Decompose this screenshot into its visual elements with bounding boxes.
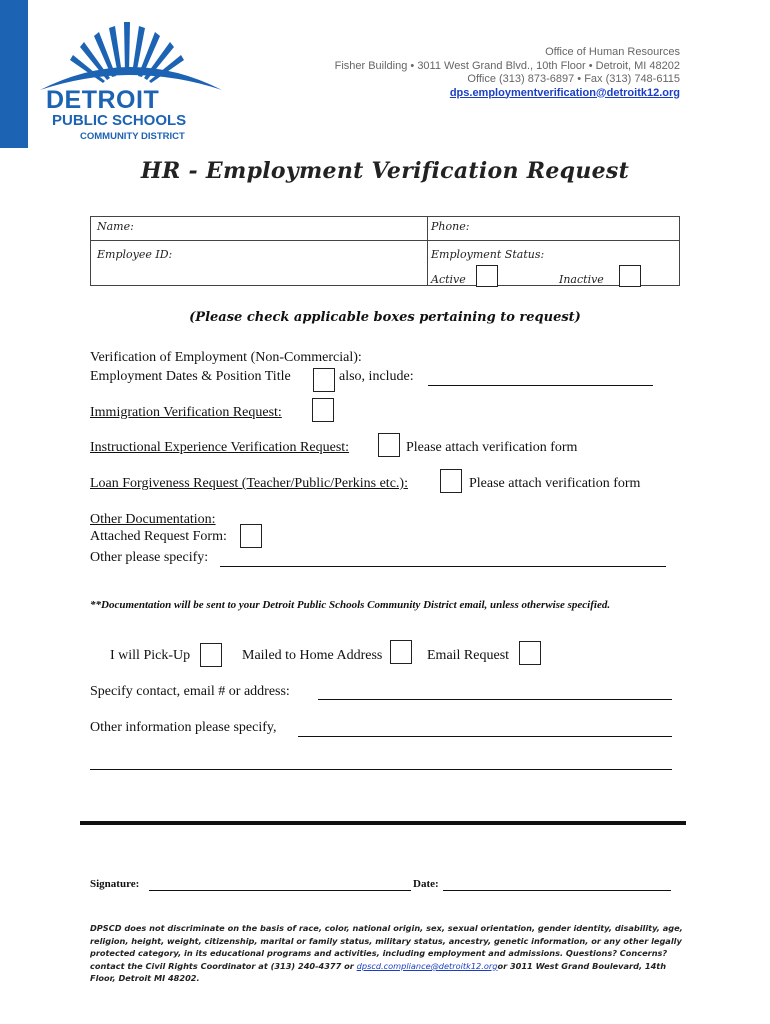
employee-id-field[interactable]: Employee ID: bbox=[97, 248, 173, 261]
also-include-input-line[interactable] bbox=[428, 385, 653, 386]
active-checkbox[interactable] bbox=[476, 265, 498, 287]
pickup-checkbox[interactable] bbox=[200, 643, 222, 667]
also-include-label: also, include: bbox=[339, 369, 414, 384]
dates-position-label: Employment Dates & Position Title bbox=[90, 369, 291, 384]
other-info-input-line[interactable] bbox=[298, 736, 672, 737]
contact-label: Specify contact, email # or address: bbox=[90, 684, 290, 699]
attach-form-note-2: Please attach verification form bbox=[469, 476, 641, 491]
sunburst-icon bbox=[36, 14, 226, 94]
inactive-label: Inactive bbox=[559, 273, 604, 286]
employment-status-label: Employment Status: bbox=[431, 248, 545, 261]
footer-address: or 3011 West Grand Boulevard, 14th Floor, Detroit MI 48202. bbox=[90, 960, 667, 984]
immigration-label: Immigration Verification Request: bbox=[90, 405, 282, 420]
other-info-extra-line[interactable] bbox=[90, 769, 672, 770]
attach-form-note-1: Please attach verification form bbox=[406, 440, 578, 455]
dpscd-logo bbox=[36, 14, 226, 146]
office-email-link[interactable]: dps.employmentverification@detroitk12.org bbox=[449, 86, 680, 99]
loan-forgiveness-checkbox[interactable] bbox=[440, 469, 462, 493]
office-info bbox=[335, 46, 680, 100]
other-info-label: Other information please specify, bbox=[90, 720, 277, 735]
table-row-divider bbox=[91, 240, 679, 241]
attached-form-checkbox[interactable] bbox=[240, 524, 262, 548]
mailed-label: Mailed to Home Address bbox=[242, 648, 383, 663]
date-label: Date: bbox=[413, 878, 439, 890]
email-request-checkbox[interactable] bbox=[519, 641, 541, 665]
signature-label: Signature: bbox=[90, 878, 140, 890]
email-request-label: Email Request bbox=[427, 648, 510, 663]
instructional-checkbox[interactable] bbox=[378, 433, 400, 457]
logo-line2: PUBLIC SCHOOLS bbox=[52, 112, 187, 129]
other-documentation-label: Other Documentation: bbox=[90, 512, 216, 527]
attached-form-label: Attached Request Form: bbox=[90, 529, 227, 544]
office-name: Office of Human Resources bbox=[545, 46, 680, 58]
loan-forgiveness-label: Loan Forgiveness Request (Teacher/Public/Perkins etc.): bbox=[90, 476, 408, 491]
nondiscrimination-footer bbox=[90, 922, 690, 985]
inactive-checkbox[interactable] bbox=[619, 265, 641, 287]
table-col-divider bbox=[427, 217, 428, 285]
delivery-note: **Documentation will be sent to your Detroit Public Schools Community District email, unless otherwise specified. bbox=[90, 599, 611, 611]
other-specify-input-line[interactable] bbox=[220, 566, 666, 567]
logo-line3: COMMUNITY DISTRICT bbox=[80, 131, 185, 142]
signature-input-line[interactable] bbox=[149, 890, 411, 891]
active-label: Active bbox=[431, 273, 466, 286]
mailed-checkbox[interactable] bbox=[390, 640, 412, 664]
dates-position-checkbox[interactable] bbox=[313, 368, 335, 392]
other-specify-label: Other please specify: bbox=[90, 550, 209, 565]
date-input-line[interactable] bbox=[443, 890, 671, 891]
immigration-checkbox[interactable] bbox=[312, 398, 334, 422]
name-field[interactable]: Name: bbox=[97, 220, 134, 233]
phone-field[interactable]: Phone: bbox=[431, 220, 470, 233]
page-title: HR - Employment Verification Request bbox=[140, 158, 630, 184]
office-phone-fax: Office (313) 873-6897 • Fax (313) 748-6115 bbox=[467, 73, 680, 85]
pickup-label: I will Pick-Up bbox=[110, 648, 191, 663]
logo-line1: DETROIT bbox=[46, 86, 160, 114]
verification-heading: Verification of Employment (Non-Commercial): bbox=[90, 350, 362, 365]
compliance-email-link[interactable]: dpscd.compliance@detroitk12.org bbox=[356, 960, 498, 971]
instruction-text: (Please check applicable boxes pertaining to request) bbox=[189, 310, 581, 325]
contact-input-line[interactable] bbox=[318, 699, 672, 700]
instructional-label: Instructional Experience Verification Request: bbox=[90, 440, 350, 455]
employee-info-table bbox=[90, 216, 680, 286]
header-accent-bar bbox=[0, 0, 28, 148]
section-divider bbox=[80, 821, 686, 825]
footer-text: DPSCD does not discriminate on the basis of race, color, national origin, sex, sexual orientation, gender identity, disability, age, religion, height, weight, citizenship, marital or family status, military status, ancestry, genetic information, or any other legally protected category, in its educational programs and activities, including employment and admissions. Questions? Concerns? contact the Civil Rights Coordinator at (313) 240-4377 or bbox=[90, 923, 683, 971]
office-address: Fisher Building • 3011 West Grand Blvd., 10th Floor • Detroit, MI 48202 bbox=[334, 59, 680, 72]
